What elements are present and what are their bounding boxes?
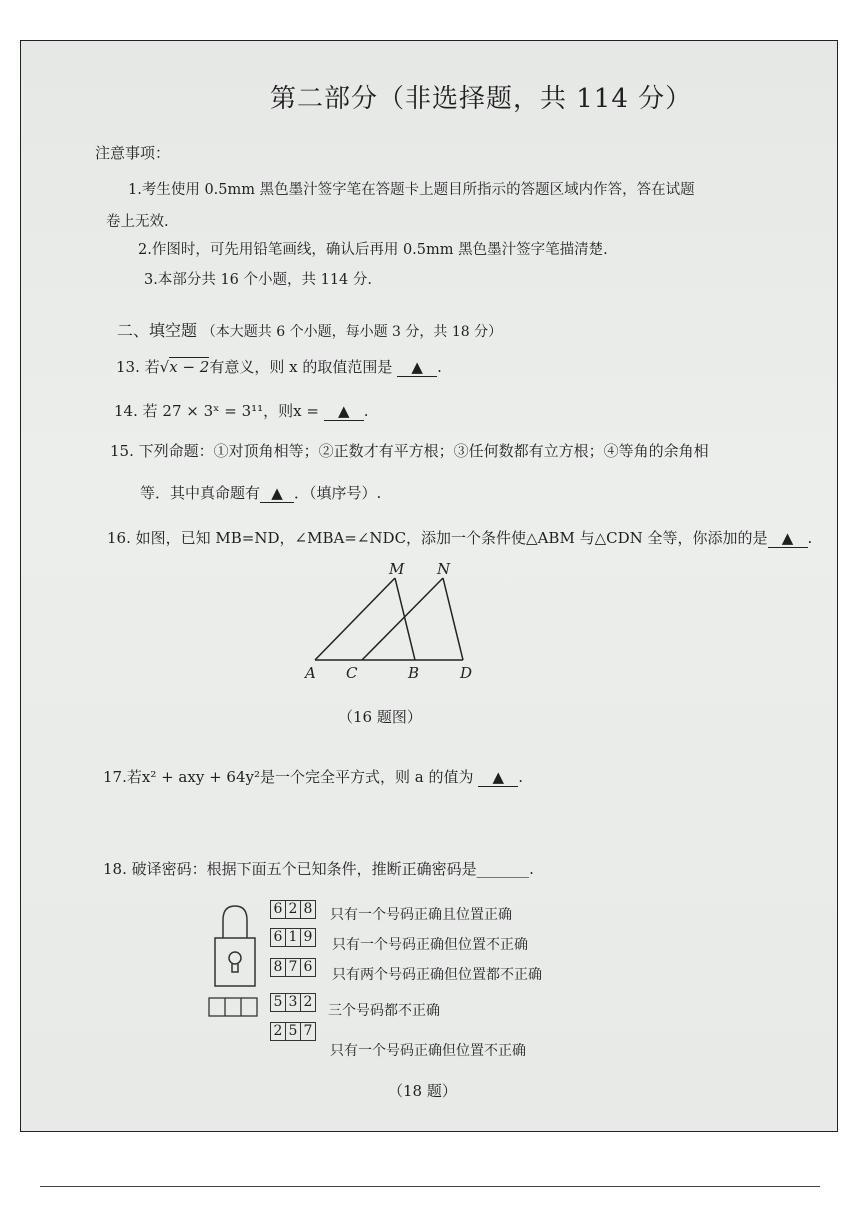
q13-radicand: x − 2 [169,358,210,376]
question-13 [116,356,442,377]
clue-4-text: 三个号码都不正确 [328,1003,440,1019]
clue-2-digit-3: 9 [303,929,313,945]
q18-answer-blank: _______ [476,860,530,878]
clue-4-digits [270,993,316,1012]
notice-item-1-cont: 卷上无效. [106,214,169,230]
sqrt-icon: √ [159,358,170,376]
clue-4-digit-1: 5 [271,994,286,1011]
clue-5-digit-1: 2 [271,1023,286,1040]
notice-heading: 注意事项： [95,144,171,162]
q14-number: 14. [114,402,138,420]
clue-3-digits [270,958,316,977]
question-15-cont [140,482,381,503]
section-title: 第二部分（非选择题，共 114 分） [270,84,693,114]
q17-answer-blank [478,768,518,787]
q13-number: 13. [116,358,140,376]
q16-caption: （16 题图） [338,708,422,726]
label-a: A [305,664,316,682]
q13-answer-blank [397,358,437,377]
section-note: （本大题共 6 个小题，每小题 3 分，共 18 分） [201,324,503,340]
answer-mark-icon: ▲ [337,402,350,420]
clue-4-digit-3: 2 [303,994,313,1010]
q16-end: . [807,529,813,547]
q17-text: 若x² + axy + 64y²是一个完全平方式，则 a 的值为 [126,768,474,786]
code-slots-icon [209,998,257,1016]
q16-triangle-figure [295,560,495,685]
segment-nd [443,578,463,660]
notice-item-2: 2.作图时，可先用铅笔画线，确认后再用 0.5mm 黑色墨汁签字笔描清楚. [138,242,608,258]
question-18 [103,858,534,879]
label-d: D [460,664,473,682]
clue-1-digits [270,900,316,919]
answer-mark-icon: ▲ [271,484,283,502]
clue-5-text: 只有一个号码正确但位置不正确 [330,1043,526,1059]
answer-mark-icon: ▲ [781,529,794,547]
notice-item-1: 1.考生使用 0.5mm 黑色墨汁签字笔在答题卡上题目所指示的答题区域内作答，答在试题 [128,182,695,198]
clue-2-text: 只有一个号码正确但位置不正确 [332,937,528,953]
q13-end: . [437,358,442,376]
q14-text: 若 27 × 3ˣ = 3¹¹，则x = [142,402,319,420]
label-n: N [437,560,451,578]
answer-mark-icon: ▲ [492,768,505,786]
question-16 [107,527,812,548]
q13-pre: 若 [144,358,160,376]
q16-answer-blank [768,529,808,548]
section-header [117,318,502,341]
clue-5-digits [270,1022,316,1041]
clue-5-digit-3: 7 [303,1023,313,1039]
clue-1-digit-1: 6 [271,901,286,918]
q17-end: . [518,768,524,786]
q13-post: 有意义，则 x 的取值范围是 [209,358,393,376]
clue-3-text: 只有两个号码正确但位置都不正确 [332,967,542,983]
clue-3-digit-1: 8 [271,959,286,976]
q18-text: 破译密码：根据下面五个已知条件，推断正确密码是 [131,860,477,878]
clue-4-digit-2: 3 [286,994,301,1011]
label-m: M [389,560,405,578]
q14-end: . [363,402,369,420]
q15-number: 15. [110,442,134,460]
label-c: C [346,664,358,682]
clue-2-digits [270,928,316,947]
q16-text: 如图，已知 MB=ND，∠MBA=∠NDC，添加一个条件使△ABM 与△CDN 全等，你添加的是 [135,529,768,547]
q18-caption: （18 题） [388,1082,457,1100]
clue-1-digit-3: 8 [303,901,313,917]
q16-number: 16. [107,529,131,547]
q15-line2: 等．其中真命题有 [140,484,261,502]
clue-5-digit-2: 5 [286,1023,301,1040]
clue-3-digit-2: 7 [286,959,301,976]
clue-2-digit-1: 6 [271,929,286,946]
q15-line2-end: ．（填序号）. [294,484,382,502]
q17-number: 17. [103,768,127,786]
lock-icon [205,898,265,1023]
q18-end: . [529,860,534,878]
segment-cn [362,578,443,660]
notice-item-3: 3.本部分共 16 个小题，共 114 分. [144,272,373,288]
question-17 [103,766,523,787]
section-label: 二、填空题 [117,321,198,340]
question-14 [114,400,369,421]
q14-answer-blank [324,402,364,421]
question-15 [110,440,709,461]
q15-line1: 下列命题：①对顶角相等；②正数才有平方根；③任何数都有立方根；④等角的余角相 [138,442,709,460]
clue-1-text: 只有一个号码正确且位置正确 [330,907,512,923]
page-divider [40,1186,820,1187]
q15-answer-blank [260,484,294,503]
clue-3-digit-3: 6 [303,959,313,975]
segment-am [315,578,395,660]
answer-mark-icon: ▲ [411,358,423,376]
clue-1-digit-2: 2 [286,901,301,918]
q18-number: 18. [103,860,127,878]
label-b: B [408,664,420,682]
clue-2-digit-2: 1 [286,929,301,946]
segment-mb [395,578,415,660]
